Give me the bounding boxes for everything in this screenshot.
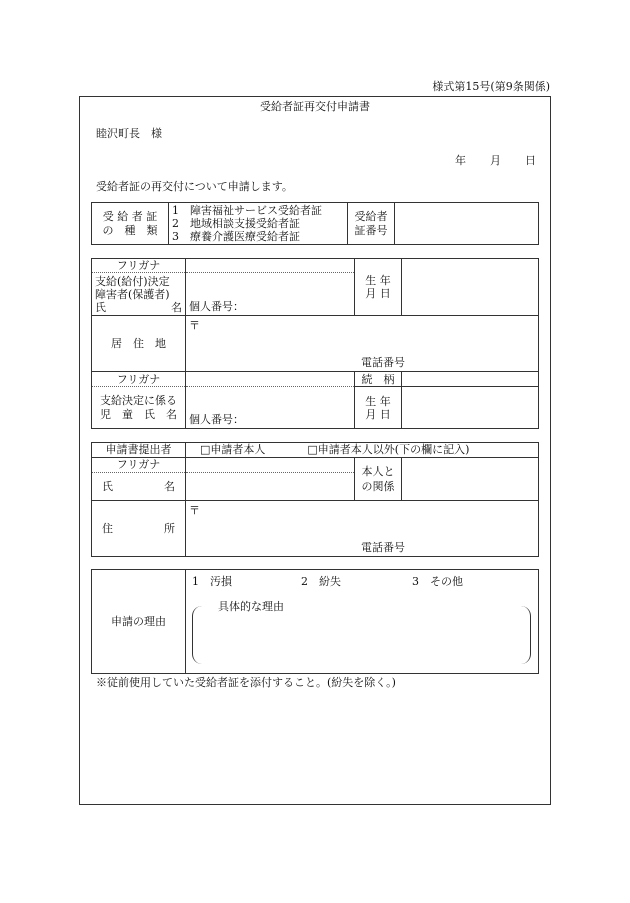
applicant-name-label-shi: 氏 (95, 300, 106, 314)
submitter-name-label-mei: 名 (164, 479, 175, 493)
submitter-name-label-shi: 氏 (102, 479, 113, 493)
submitter-options (186, 443, 539, 458)
addressee: 睦沢町長 様 (96, 127, 162, 140)
date-day-label: 日 (525, 154, 536, 167)
reason-table (91, 569, 539, 674)
applicant-name-label-line2: 障害者(保護者) (95, 287, 170, 301)
cert-number-label-line1: 受給者 (354, 210, 388, 224)
child-birthdate-label-line2: 月 日 (365, 407, 391, 421)
address-label: 居 住 地 (92, 316, 186, 372)
birthdate-label (355, 259, 402, 316)
reason-option-other[interactable]: 3 その他 (412, 575, 463, 588)
submitter-label: 申請書提出者 (92, 443, 186, 458)
intro-text: 受給者証の再交付について申請します。 (96, 180, 293, 193)
date-month-label: 月 (490, 154, 501, 167)
furigana-field[interactable] (186, 259, 355, 273)
phone-label: 電話番号 (361, 356, 405, 369)
submitter-address-label (92, 501, 186, 557)
birthdate-label-line1: 生 年 (365, 273, 391, 287)
postal-mark: 〒 (189, 319, 200, 333)
child-name-label-line2: 児 童 氏 名 (100, 407, 177, 421)
child-name-label-line1: 支給決定に係る (100, 393, 177, 407)
reason-option-lost[interactable]: 2 紛失 (301, 575, 341, 588)
submitter-relation-label-line2: の関係 (361, 480, 395, 493)
cert-type-option: 3 療養介護医療受給者証 (172, 230, 300, 243)
submitter-furigana-field[interactable] (186, 458, 355, 473)
form-title: 受給者証再交付申請書 (260, 100, 370, 113)
child-name-label (92, 387, 186, 429)
date-year-label: 年 (455, 154, 466, 167)
reason-option-soiled[interactable]: 1 汚損 (192, 575, 232, 588)
birthdate-label-line2: 月 日 (365, 287, 391, 301)
cert-type-label-line1: 受 給 者 証 (102, 210, 158, 224)
relation-label: 続 柄 (355, 372, 402, 387)
submitter-address-label-ju: 住 (102, 521, 113, 535)
submitter-postal-mark: 〒 (189, 504, 200, 517)
cert-type-label (92, 203, 169, 245)
child-furigana-field[interactable] (186, 372, 355, 387)
furigana-label: フリガナ (92, 259, 186, 273)
submitter-furigana-label: フリガナ (92, 458, 186, 473)
applicant-name-field[interactable] (186, 273, 355, 316)
checkbox-self[interactable]: □申請者本人 (200, 443, 266, 457)
checkbox-other[interactable]: □申請者本人以外(下の欄に記入) (307, 443, 470, 457)
applicant-name-label-mei: 名 (171, 300, 182, 314)
birthdate-field[interactable] (402, 259, 539, 316)
cert-number-label (348, 203, 395, 245)
submitter-table (91, 442, 539, 557)
child-birthdate-field[interactable] (402, 387, 539, 429)
child-name-field[interactable] (186, 387, 355, 429)
cert-type-option: 1 障害福祉サービス受給者証 (172, 204, 322, 217)
reason-field (186, 570, 539, 674)
cert-type-options (169, 203, 348, 245)
reason-detail-bracket[interactable] (192, 606, 531, 664)
applicant-table (91, 258, 539, 429)
submitter-relation-label-line1: 本人と (361, 465, 395, 478)
submitter-relation-field[interactable] (402, 458, 539, 501)
submitter-name-field[interactable] (186, 473, 355, 501)
cert-type-label-line2: の 種 類 (102, 223, 158, 237)
child-birthdate-label (355, 387, 402, 429)
submitter-address-field[interactable] (186, 501, 539, 557)
reason-label: 申請の理由 (92, 570, 186, 674)
submitter-phone-label: 電話番号 (361, 540, 405, 554)
applicant-name-label-line1: 支給(給付)決定 (95, 274, 170, 288)
submitter-address-label-sho: 所 (164, 521, 175, 535)
cert-number-field[interactable] (395, 203, 539, 245)
certificate-table (91, 202, 539, 245)
child-birthdate-label-line1: 生 年 (365, 394, 391, 408)
personal-number-label: 個人番号： (189, 300, 244, 313)
applicant-name-label (92, 273, 186, 316)
relation-field[interactable] (402, 372, 539, 387)
child-personal-number-label: 個人番号： (189, 413, 244, 426)
footnote: ※従前使用していた受給者証を添付すること。(紛失を除く。) (96, 676, 396, 689)
submitter-name-label (92, 473, 186, 501)
child-furigana-label: フリガナ (92, 372, 186, 387)
cert-type-option: 2 地域相談支援受給者証 (172, 217, 300, 230)
address-field[interactable] (186, 316, 539, 372)
submitter-relation-label (355, 458, 402, 501)
form-number: 様式第15号(第9条関係) (432, 80, 550, 93)
reason-detail-label: 具体的な理由 (218, 600, 284, 613)
cert-number-label-line2: 証番号 (354, 223, 388, 237)
